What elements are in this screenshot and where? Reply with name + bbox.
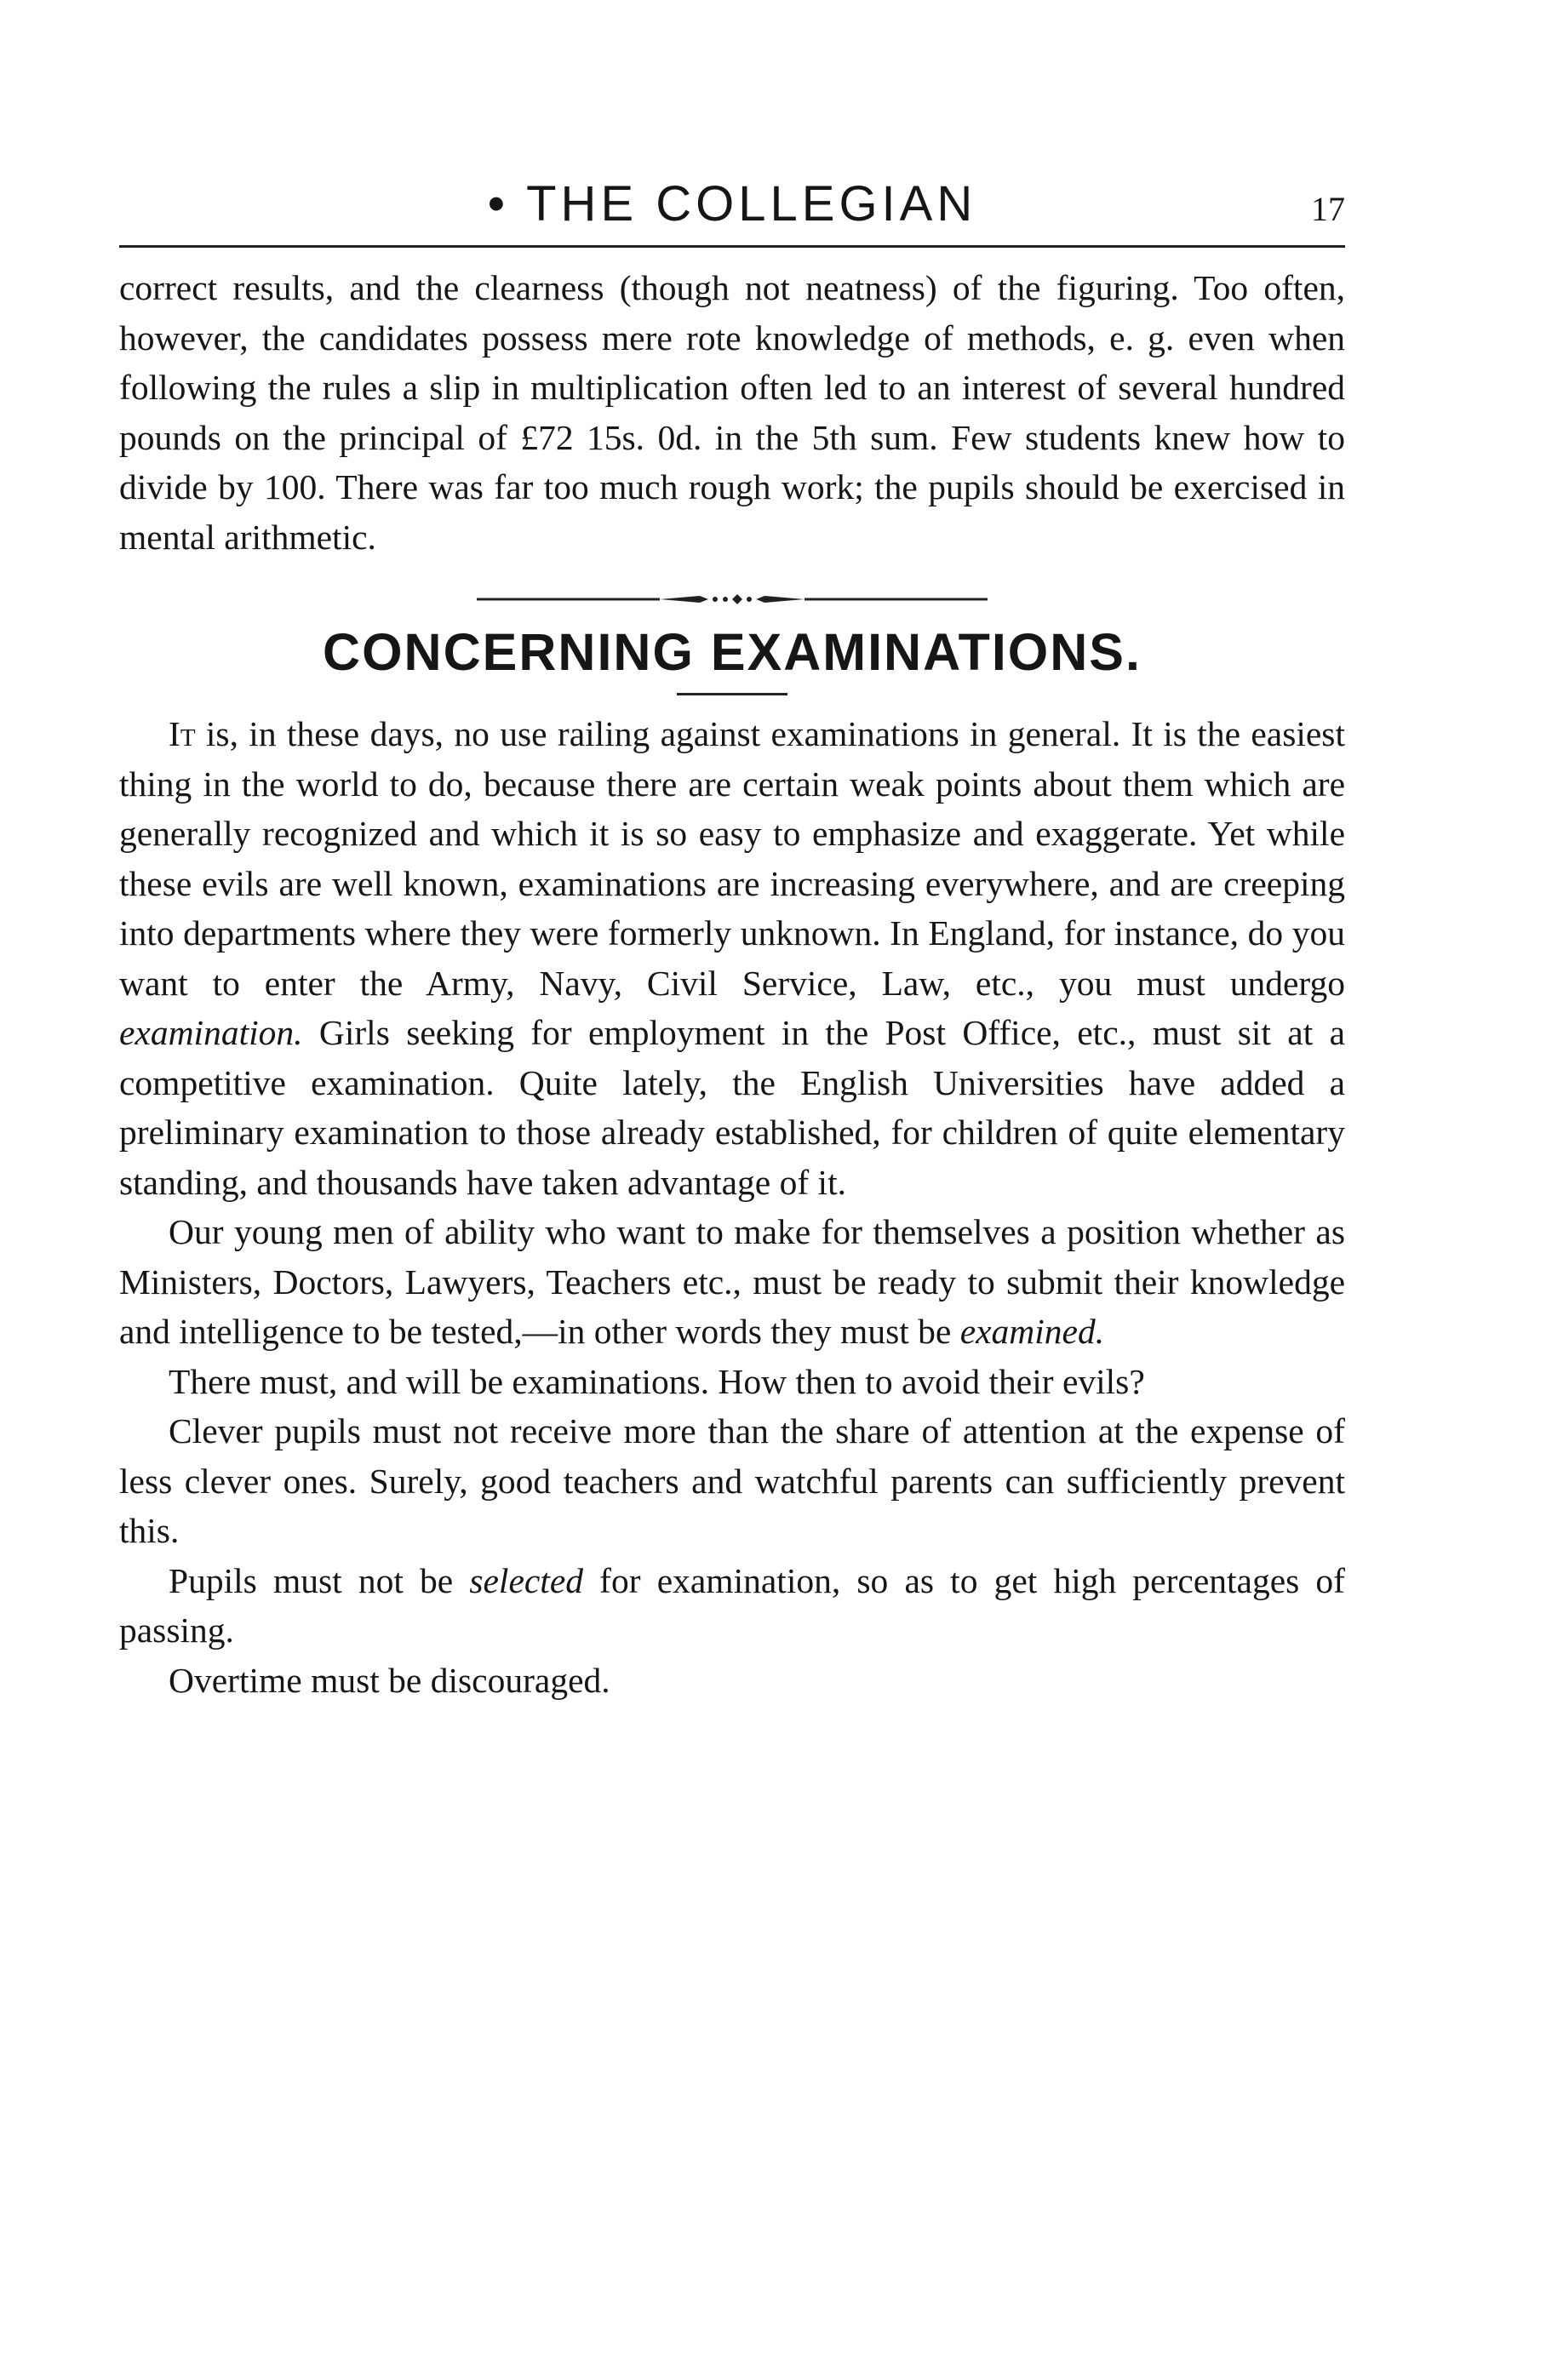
book-page [119, 170, 1345, 1705]
paragraph-4: Clever pupils must not receive more than the share of attention at the expense of less clever ones. Surely, good teachers and watchful parents can sufficiently prevent this. [119, 1411, 1345, 1550]
paragraph-2-text: Our young men of ability who want to make for themselves a position whether as Ministers, Doctors, Lawyers, Teachers etc., must be ready to submit their knowledge and intelligence to be tested,—in other words they must be [119, 1212, 1345, 1351]
running-head [119, 170, 1345, 238]
paragraph-5-before: Pupils must not be [169, 1560, 470, 1600]
section-divider-ornament [477, 589, 988, 609]
paragraph-5 [119, 1556, 1345, 1656]
section-heading: CONCERNING EXAMINATIONS. [323, 623, 1142, 681]
paragraph-6: Overtime must be discouraged. [169, 1660, 610, 1700]
paragraph-3: There must, and will be examinations. How then to avoid their evils? [169, 1361, 1145, 1401]
paragraph-2 [119, 1207, 1345, 1357]
dropcap-word: It [169, 714, 196, 753]
running-title [119, 170, 1345, 238]
paragraph-1 [119, 709, 1345, 1207]
continued-paragraph: correct results, and the clearness (though not neatness) of the figuring. Too often, however, the candidates possess mere rote knowledge of methods, e. g. even when following the rules a slip in multiplication often led to an interest of several hundred pounds on the principal of £72 15s. 0d. in the 5th sum. Few students knew how to divide by 100. There was far too much rough work; the pupils should be exercised in mental arithmetic. [119, 268, 1345, 557]
paragraph-1-text-after: Girls seeking for employment in the Post Office, etc., must sit at a competitive examination. Quite lately, the English Universities have added a preliminary examination to those already established, for children of quite elementary standing, and thousands have taken advantage of it. [119, 1013, 1345, 1202]
title-bullet: • [487, 176, 510, 232]
journal-title: THE COLLEGIAN [526, 176, 977, 232]
paragraph-1-text: is, in these days, no use railing against examinations in general. It is the easiest thing in the world to do, because there are certain weak points about them which are generally recognized and which it is so easy to emphasize and exaggerate. Yet while these evils are well known, examinations are increasing everywhere, and are creeping into departments where they were formerly unknown. In England, for instance, do you want to enter the Army, Navy, Civil Service, Law, etc., you must undergo [119, 714, 1345, 1003]
heading-underline [677, 693, 787, 695]
paragraph-5-after: for examination, so as to get high percentages of passing. [119, 1560, 1346, 1650]
paragraph-1-italic: examination. [119, 1013, 303, 1052]
paragraph-2-italic: examined. [959, 1312, 1105, 1351]
page-number: 17 [1311, 190, 1345, 228]
header-rule [119, 245, 1345, 248]
paragraph-5-italic: selected [469, 1560, 583, 1600]
